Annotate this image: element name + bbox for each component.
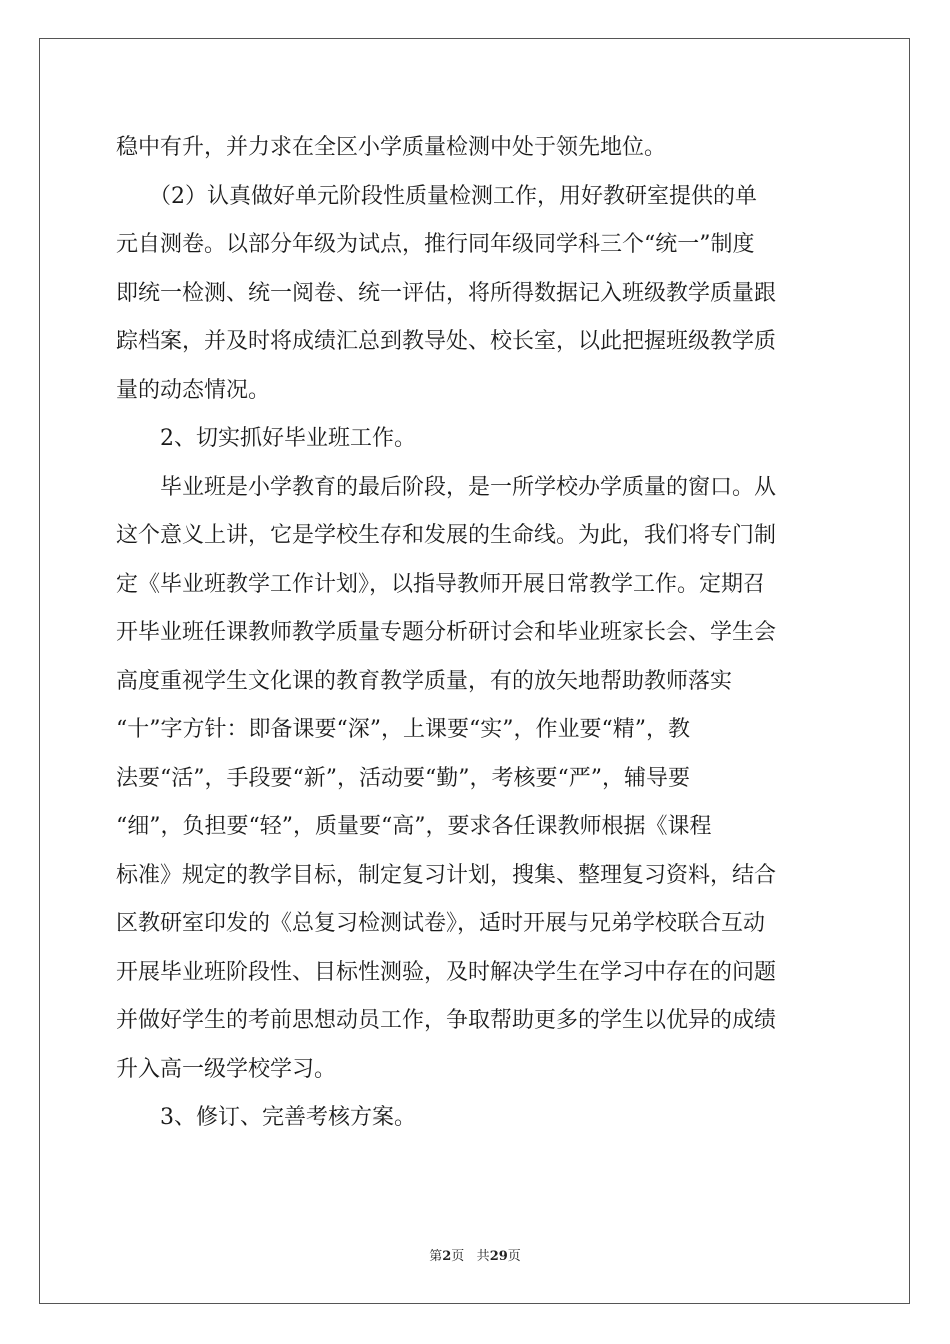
text-line: 高度重视学生文化课的教育教学质量，有的放矢地帮助教师落实 (116, 668, 733, 694)
text-line: 踪档案，并及时将成绩汇总到教导处、校长室，以此把握班级教学质 (116, 329, 777, 354)
text-line: 定《毕业班教学工作计划》，以指导教师开展日常教学工作。定期召 (116, 571, 766, 597)
total-prefix: 共 (476, 1249, 490, 1264)
total-suffix: 页 (507, 1249, 521, 1264)
text-line: 毕业班是小学教育的最后阶段，是一所学校办学质量的窗口。从 (116, 474, 777, 500)
text-line: （2）认真做好单元阶段性质量检测工作，用好教研室提供的单 (116, 183, 757, 209)
text-line: “十”字方针：即备课要“深”，上课要“实”，作业要“精”，教 (116, 717, 690, 742)
document-body (116, 124, 836, 1143)
total-pages: 29 (489, 1249, 508, 1264)
text-line: 元自测卷。以部分年级为试点，推行同年级同学科三个“统一”制度 (116, 232, 755, 257)
page-suffix: 页 (451, 1249, 465, 1264)
text-line: 即统一检测、统一阅卷、统一评估，将所得数据记入班级教学质量跟 (116, 280, 777, 306)
section-heading: 2、切实抓好毕业班工作。 (116, 426, 416, 451)
text-line: 区教研室印发的《总复习检测试卷》，适时开展与兄弟学校联合互动 (116, 911, 766, 936)
text-line: 标准》规定的教学目标，制定复习计划，搜集、整理复习资料，结合 (116, 862, 777, 888)
page-number: 2 (442, 1249, 452, 1264)
text-line: 法要“活”，手段要“新”，活动要“勤”，考核要“严”，辅导要 (116, 765, 690, 791)
text-line: 开展毕业班阶段性、目标性测验，及时解决学生在学习中存在的问题 (116, 959, 777, 985)
text-line: 量的动态情况。 (116, 377, 271, 403)
page-prefix: 第 (429, 1249, 443, 1264)
section-heading: 3、修订、完善考核方案。 (116, 1105, 416, 1130)
text-line: 升入高一级学校学习。 (116, 1056, 337, 1082)
text-line: 开毕业班任课教师教学质量专题分析研讨会和毕业班家长会、学生会 (116, 620, 777, 645)
page-footer (0, 1248, 950, 1266)
text-line: “细”，负担要“轻”，质量要“高”，要求各任课教师根据《课程 (116, 814, 712, 839)
text-line: 稳中有升，并力求在全区小学质量检测中处于领先地位。 (116, 135, 667, 160)
text-line: 这个意义上讲，它是学校生存和发展的生命线。为此，我们将专门制 (116, 523, 777, 548)
text-line: 并做好学生的考前思想动员工作，争取帮助更多的学生以优异的成绩 (116, 1008, 777, 1033)
